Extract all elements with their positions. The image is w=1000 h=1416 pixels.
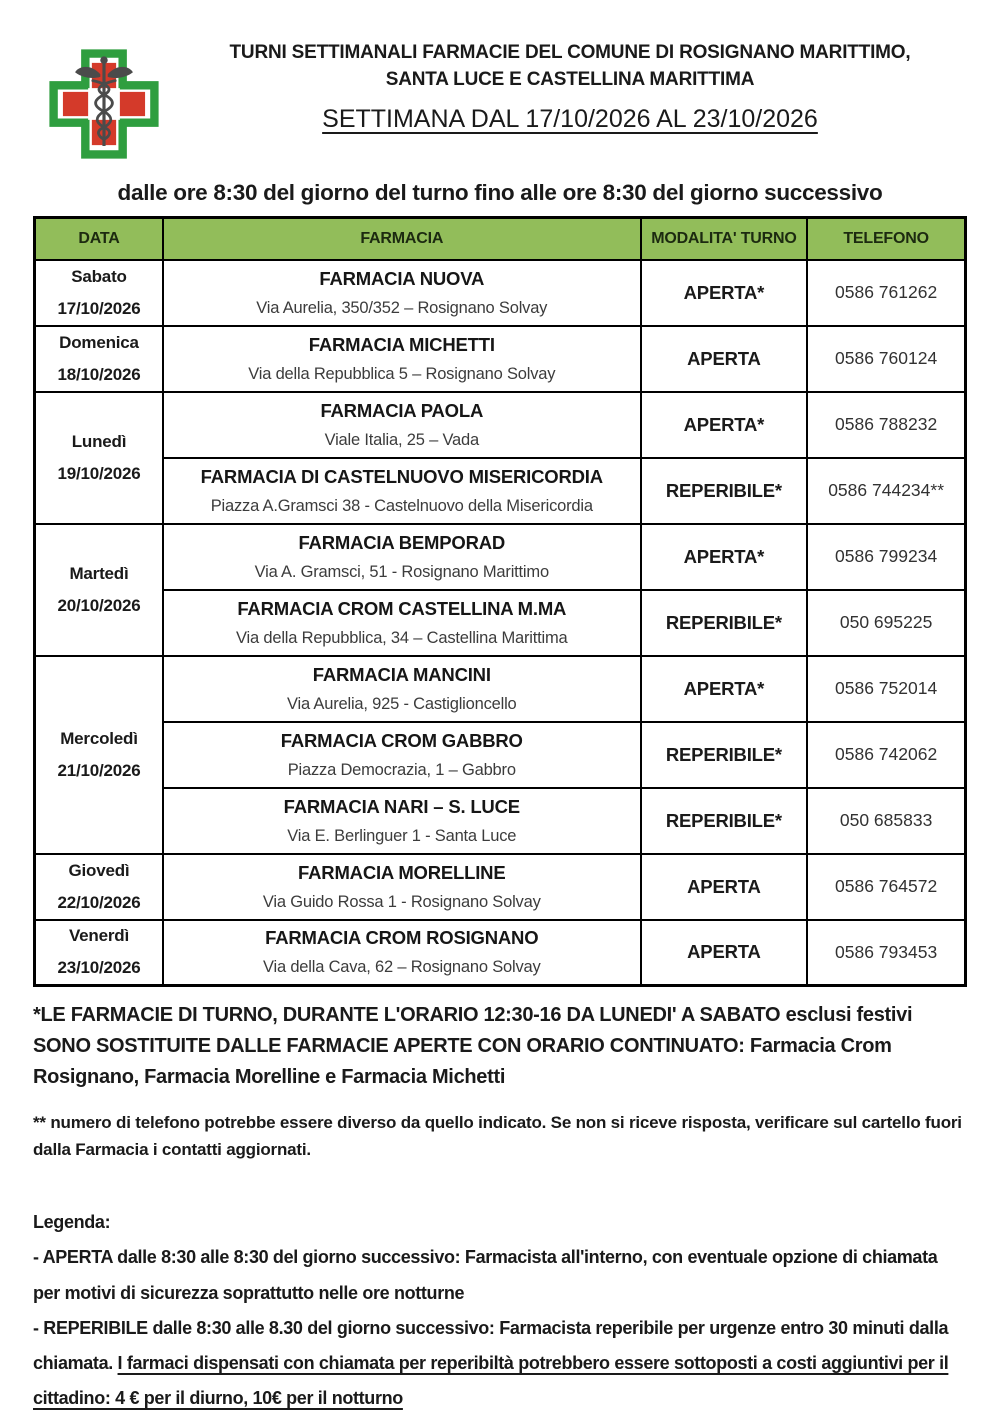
page-title-line2: SANTA LUCE E CASTELLINA MARITTIMA <box>385 68 755 90</box>
day-date: 18/10/2026 <box>57 364 141 384</box>
pharmacy-cell <box>163 458 641 524</box>
legend-heading: Legenda: <box>33 1212 111 1233</box>
table-row <box>35 326 966 392</box>
phone-number: 0586 744234** <box>807 458 965 524</box>
phone-number: 0586 760124 <box>807 326 965 392</box>
day-date: 20/10/2026 <box>57 595 141 615</box>
pharmacy-name: FARMACIA MORELLINE <box>298 861 506 883</box>
phone-number: 0586 764572 <box>807 854 965 920</box>
table-header-row <box>35 218 966 260</box>
pharmacy-address: Via Aurelia, 350/352 – Rosignano Solvay <box>256 298 548 317</box>
legend-aperta: - APERTA dalle 8:30 alle 8:30 del giorno successivo: Farmacista all'interno, con eventuale opzione di chiamata per motivi di sicurezza soprattutto nelle ore notturne <box>33 1247 938 1303</box>
table-row <box>35 788 966 854</box>
table-row <box>35 524 966 590</box>
pharmacy-cell <box>163 524 641 590</box>
turn-mode: REPERIBILE* <box>641 458 808 524</box>
turn-mode: REPERIBILE* <box>641 722 808 788</box>
table-row <box>35 392 966 458</box>
pharmacy-cell <box>163 260 641 326</box>
turn-mode: APERTA <box>641 920 808 986</box>
day-name: Mercoledì <box>60 728 138 748</box>
pharmacy-cell <box>163 920 641 986</box>
pharmacy-cell <box>163 656 641 722</box>
phone-number: 0586 742062 <box>807 722 965 788</box>
document-header <box>33 40 967 168</box>
pharmacy-cross-icon <box>47 48 161 160</box>
schedule-table <box>33 216 967 987</box>
pharmacy-name: FARMACIA NUOVA <box>319 267 485 289</box>
day-cell <box>35 656 163 854</box>
phone-number: 0586 788232 <box>807 392 965 458</box>
day-cell <box>35 326 163 392</box>
table-row <box>35 590 966 656</box>
phone-number: 050 695225 <box>807 590 965 656</box>
legend-reperibile <box>33 1311 967 1416</box>
pharmacy-cell <box>163 326 641 392</box>
schedule-table-body <box>35 260 966 986</box>
pharmacy-name: FARMACIA NARI – S. LUCE <box>283 795 520 817</box>
pharmacy-address: Via Aurelia, 925 - Castiglioncello <box>287 694 517 713</box>
column-header-modalita-turno: MODALITA' TURNO <box>641 218 808 260</box>
legend-reperibile-intro: - REPERIBILE dalle 8:30 alle 8.30 del giorno successivo: Farmacista reperibile per urgenze entro 30 minuti dalla chiamata. <box>33 1317 949 1373</box>
pharmacy-name: FARMACIA CROM GABBRO <box>280 729 523 751</box>
table-row <box>35 854 966 920</box>
phone-number: 0586 793453 <box>807 920 965 986</box>
column-header-data: DATA <box>35 218 163 260</box>
turn-mode: APERTA* <box>641 392 808 458</box>
pharmacy-address: Piazza Democrazia, 1 – Gabbro <box>287 760 516 779</box>
table-row <box>35 458 966 524</box>
day-date: 17/10/2026 <box>57 298 141 318</box>
pharmacy-address: Via A. Gramsci, 51 - Rosignano Marittimo <box>254 562 549 581</box>
phone-number: 0586 799234 <box>807 524 965 590</box>
column-header-telefono: TELEFONO <box>807 218 965 260</box>
footnote-substitution: *LE FARMACIE DI TURNO, DURANTE L'ORARIO 12:30-16 DA LUNEDI' A SABATO esclusi festivi SONO SOSTITUITE DALLE FARMACIE APERTE CON ORARIO CONTINUATO: Farmacia Crom Rosignano, Farmacia Morelline e Farmacia Michetti <box>33 1004 913 1088</box>
title-block <box>173 40 967 134</box>
phone-number: 0586 752014 <box>807 656 965 722</box>
turn-mode: APERTA* <box>641 260 808 326</box>
day-date: 23/10/2026 <box>57 958 141 978</box>
pharmacy-name: FARMACIA PAOLA <box>320 399 484 421</box>
legend-reperibile-costs: I farmaci dispensati con chiamata per reperibiltà potrebbero essere sottoposti a costi aggiuntivi per il cittadino: 4 € per il diurno, 10€ per il notturno <box>33 1352 949 1408</box>
pharmacy-name: FARMACIA MICHETTI <box>308 333 495 355</box>
day-name: Domenica <box>59 332 139 352</box>
day-cell <box>35 392 163 524</box>
day-cell <box>35 260 163 326</box>
pharmacy-address: Viale Italia, 25 – Vada <box>324 430 479 449</box>
pharmacy-name: FARMACIA BEMPORAD <box>298 531 506 553</box>
pharmacy-cell <box>163 722 641 788</box>
table-row <box>35 656 966 722</box>
column-header-farmacia: FARMACIA <box>163 218 641 260</box>
turn-mode: APERTA* <box>641 524 808 590</box>
duty-hours-line: dalle ore 8:30 del giorno del turno fino alle ore 8:30 del giorno successivo <box>117 180 883 205</box>
pharmacy-address: Via della Repubblica, 34 – Castellina Marittima <box>236 628 568 647</box>
pharmacy-name: FARMACIA MANCINI <box>312 663 491 685</box>
pharmacy-name: FARMACIA DI CASTELNUOVO MISERICORDIA <box>200 465 603 487</box>
phone-number: 0586 761262 <box>807 260 965 326</box>
pharmacy-address: Via della Cava, 62 – Rosignano Solvay <box>262 958 541 977</box>
pharmacy-name: FARMACIA CROM ROSIGNANO <box>265 927 539 949</box>
pharmacy-cell <box>163 392 641 458</box>
day-name: Giovedì <box>68 860 130 880</box>
page-title-line1: TURNI SETTIMANALI FARMACIE DEL COMUNE DI ROSIGNANO MARITTIMO, <box>229 42 911 63</box>
legend <box>33 1205 967 1416</box>
day-cell <box>35 524 163 656</box>
day-name: Lunedì <box>71 431 127 451</box>
turn-mode: REPERIBILE* <box>641 590 808 656</box>
table-row <box>35 920 966 986</box>
pharmacy-address: Piazza A.Gramsci 38 - Castelnuovo della Misericordia <box>210 496 593 515</box>
day-cell <box>35 854 163 920</box>
pharmacy-address: Via Guido Rossa 1 - Rosignano Solvay <box>262 892 541 911</box>
day-date: 21/10/2026 <box>57 760 141 780</box>
day-name: Sabato <box>71 266 127 286</box>
turn-mode: APERTA <box>641 326 808 392</box>
pharmacy-cell <box>163 590 641 656</box>
pharmacy-address: Via E. Berlinguer 1 - Santa Luce <box>287 826 517 845</box>
table-row <box>35 722 966 788</box>
turn-mode: APERTA* <box>641 656 808 722</box>
pharmacy-name: FARMACIA CROM CASTELLINA M.MA <box>237 597 567 619</box>
pharmacy-cell <box>163 788 641 854</box>
day-date: 19/10/2026 <box>57 463 141 483</box>
day-name: Venerdì <box>68 926 129 946</box>
pharmacy-address: Via della Repubblica 5 – Rosignano Solvay <box>248 364 556 383</box>
pharmacy-cell <box>163 854 641 920</box>
table-row <box>35 260 966 326</box>
turn-mode: APERTA <box>641 854 808 920</box>
day-cell <box>35 920 163 986</box>
footnote-phone-warning: ** numero di telefono potrebbe essere diverso da quello indicato. Se non si riceve risposta, verificare sul cartello fuori dalla Farmacia i contatti aggiornati. <box>33 1113 962 1160</box>
week-range: SETTIMANA DAL 17/10/2026 AL 23/10/2026 <box>322 105 818 134</box>
day-name: Martedì <box>69 563 129 583</box>
day-date: 22/10/2026 <box>57 892 141 912</box>
turn-mode: REPERIBILE* <box>641 788 808 854</box>
phone-number: 050 685833 <box>807 788 965 854</box>
